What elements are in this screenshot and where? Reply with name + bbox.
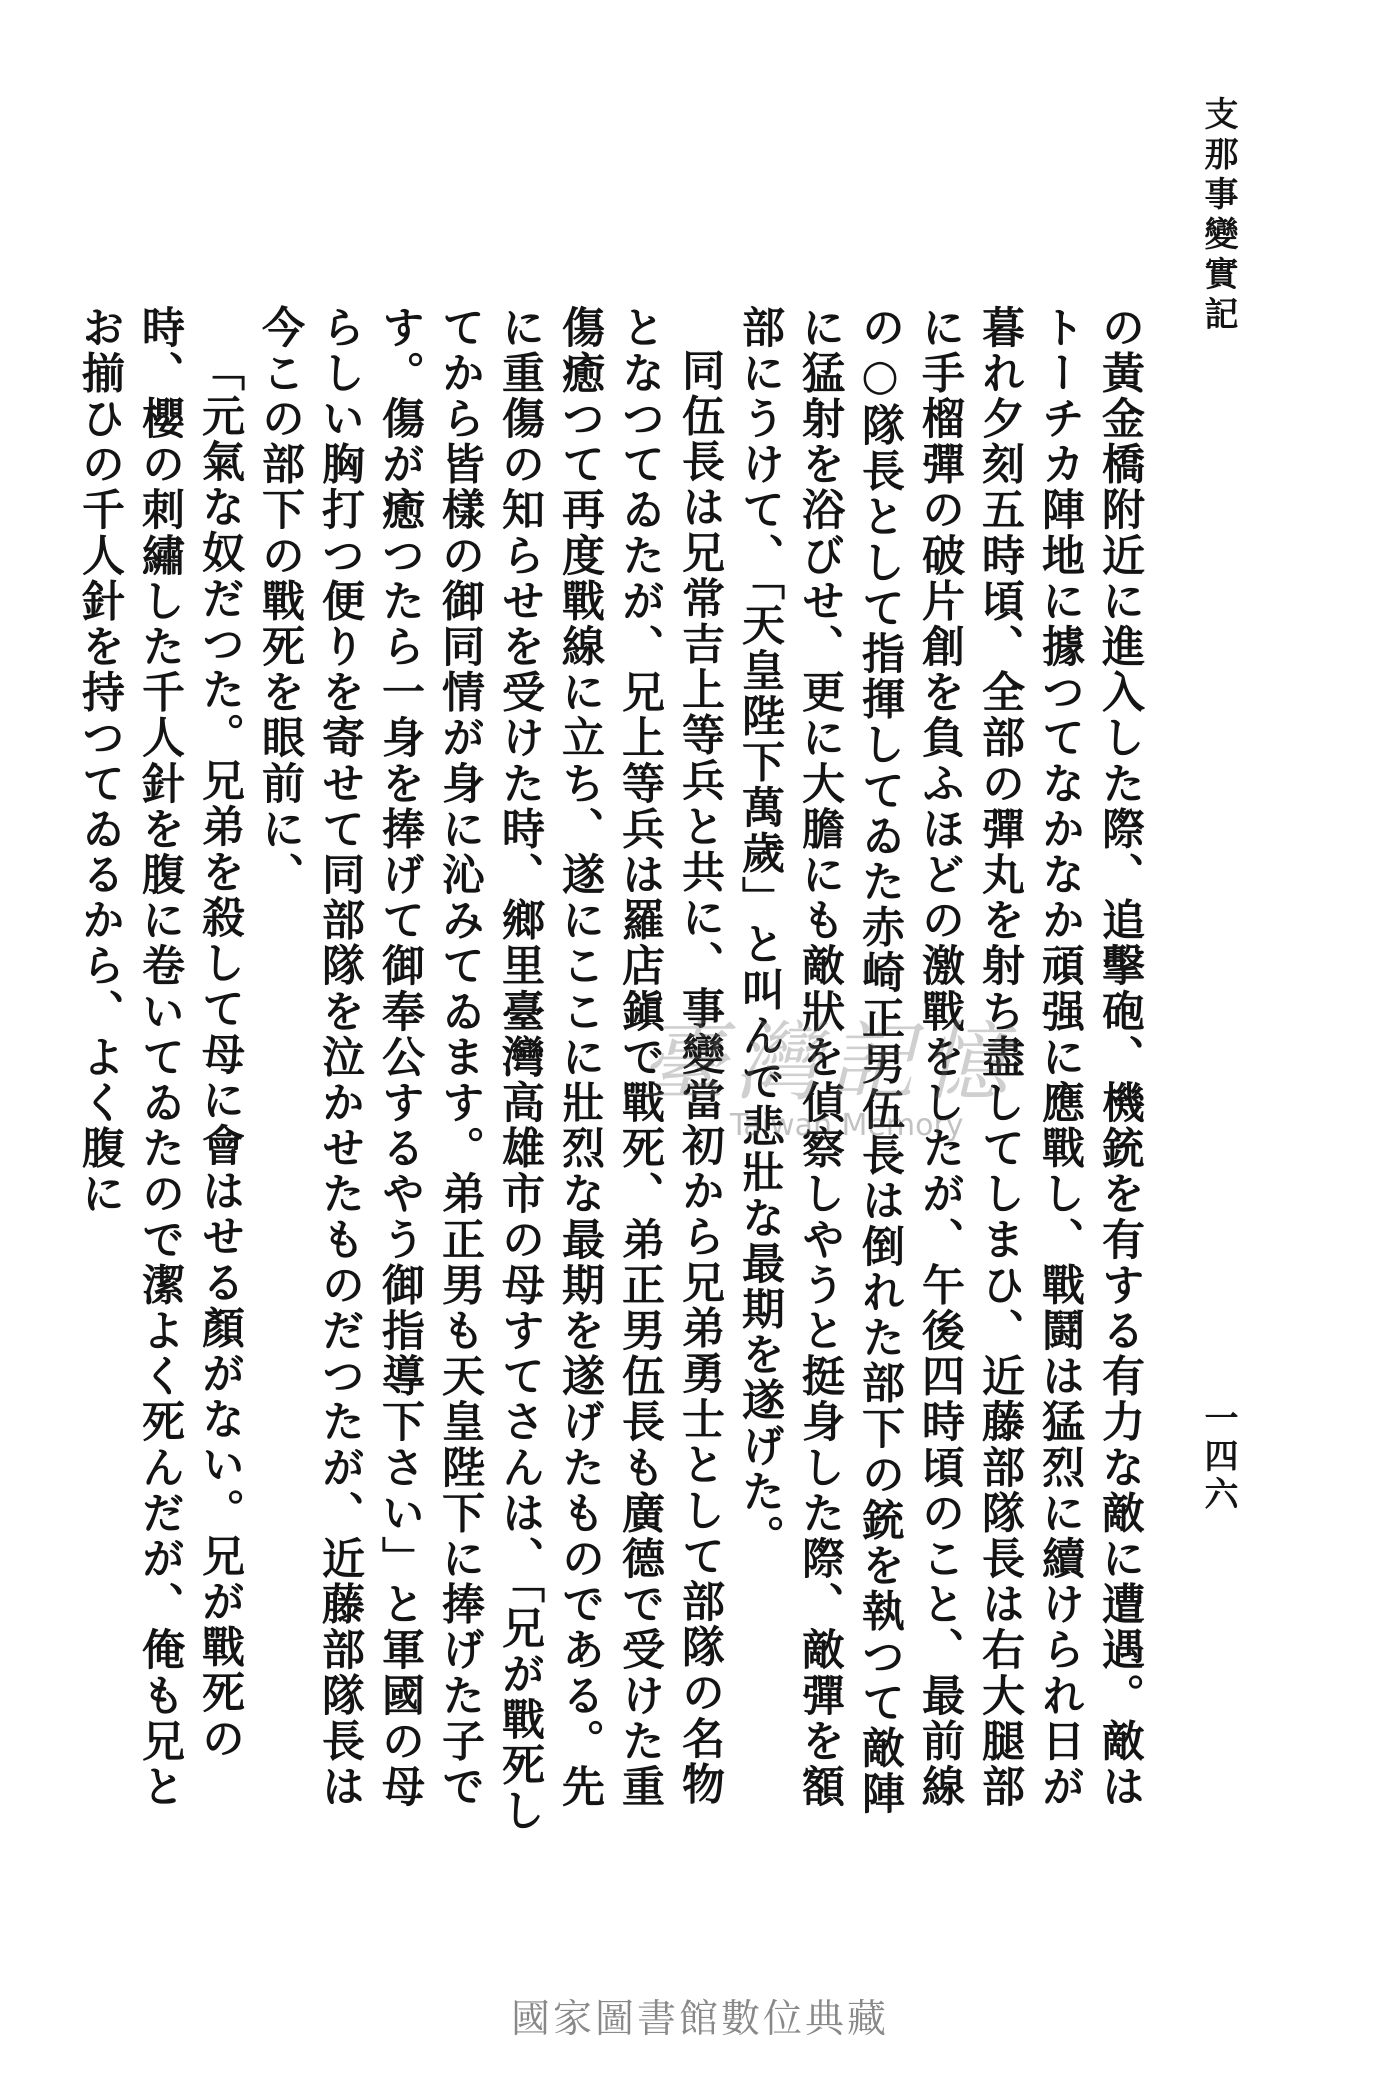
watermark-script-text: 臺灣記憶: [640, 1013, 1016, 1113]
paragraph-2: 同伍長は兄常吉上等兵と共に、事變當初から兄弟勇士として部隊の名物となつてゐたが、兄上等兵は羅店鎭で戰死、弟正男伍長も廣德で受けた重傷癒つて再度戰線に立ち、遂にここに壯烈な最期を遂げたものである。先に重傷の知らせを受けた時、鄉里臺灣高雄市の母すてさんは、「兄が戰死してから皆樣の御同情が身に沁みてゐます。弟正男も天皇陛下に捧げた子です。傷が癒つたら一身を捧げて御奉公するやう御指導下さい」と軍國の母らしい胸打つ便りを寄せて同部隊を泣かせたものだつたが、近藤部隊長は今この部下の戰死を眼前に、: [255, 305, 725, 1834]
running-header-title: 支那事變實記: [1198, 96, 1238, 336]
watermark-latin-text: Taiwan Memory: [730, 1108, 964, 1143]
body-text: [75, 305, 1150, 1845]
library-digital-archive-caption: 國家圖書館數位典藏: [510, 1997, 889, 2042]
paragraph-1: の黃金橋附近に進入した際、追擊砲、機銃を有する有力な敵に遭遇。敵はトーチカ陣地に據つてなかなか頑强に應戰し、戰鬪は猛烈に續けられ日が暮れ夕刻五時頃、全部の彈丸を射ち盡してしまひ、近藤部隊長は右大腿部に手榴彈の破片創を負ふほどの激戰をしたが、午後四時頃のこと、最前線の○隊長として指揮してゐた赤崎正男伍長は倒れた部下の銃を執つて敵陣に猛射を浴びせ、更に大膽にも敵狀を偵察しやうと挺身した際、敵彈を額部にうけて、「天皇陛下萬歲」と叫んで悲壯な最期を遂げた。: [735, 305, 1145, 1817]
paragraph-3: 「元氣な奴だつた。兄弟を殺して母に會はせる顏がない。兄が戰死の時、櫻の刺繡した千人針を腹に卷いてゐたので潔よく死んだが、俺も兄とお揃ひの千人針を持つてゐるから、よく腹に: [75, 305, 245, 1810]
page-number: 一四六: [1198, 1400, 1238, 1514]
